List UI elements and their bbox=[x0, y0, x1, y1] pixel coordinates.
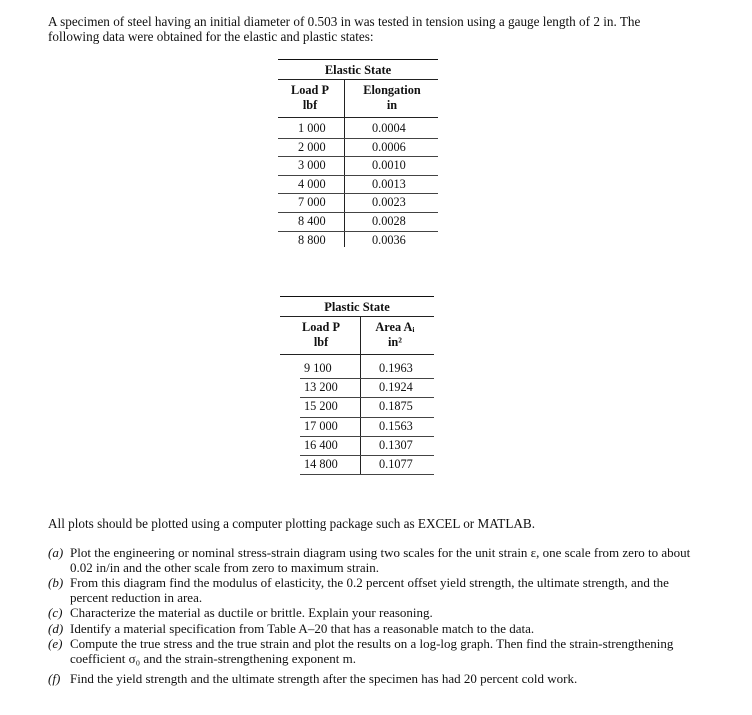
elastic-value-cell: 0.0006 bbox=[372, 139, 406, 154]
part-label: (f) bbox=[48, 671, 61, 686]
plastic-load-cell: 15 200 bbox=[304, 399, 338, 414]
elastic-load-cell: 3 000 bbox=[298, 158, 326, 173]
instructions-text: All plots should be plotted using a computer plotting package such as EXCEL or MATLAB. bbox=[48, 516, 536, 531]
plastic-load-cell: 13 200 bbox=[304, 380, 338, 395]
row-rule bbox=[278, 156, 438, 157]
elastic-load-cell: 2 000 bbox=[298, 139, 326, 154]
row-rule bbox=[278, 212, 438, 213]
row-rule bbox=[300, 378, 434, 379]
elastic-caption: Elastic State bbox=[324, 63, 392, 77]
part-label: (b) bbox=[48, 575, 64, 590]
column-divider bbox=[344, 117, 345, 247]
plastic-load-cell: 17 000 bbox=[304, 418, 338, 433]
row-rule bbox=[278, 193, 438, 194]
problem-intro: A specimen of steel having an initial diameter of 0.503 in was tested in tension using a gauge length of 2 in. The following data were obtained for the elastic and plastic states: bbox=[48, 14, 641, 44]
elastic-value-cell: 0.0036 bbox=[372, 232, 406, 247]
question-part bbox=[48, 606, 698, 621]
elastic-col2-title: Elongation bbox=[363, 83, 421, 97]
table-top-rule bbox=[278, 59, 438, 60]
part-label: (d) bbox=[48, 620, 64, 636]
plastic-value-cell: 0.1563 bbox=[379, 418, 413, 433]
elastic-col2-unit: in bbox=[386, 98, 398, 112]
part-label: (a) bbox=[48, 545, 64, 560]
part-label: (c) bbox=[48, 605, 63, 620]
plastic-value-cell: 0.1077 bbox=[379, 457, 413, 471]
elastic-load-cell: 1 000 bbox=[298, 121, 326, 135]
caption-rule bbox=[280, 316, 434, 317]
elastic-load-cell: 8 400 bbox=[298, 214, 326, 228]
part-text: Compute the true stress and the true strain and plot the results on a log-log graph. Then find the strain-strengthening coefficient σ₀ and the strain-strengthening exponent m. bbox=[70, 636, 674, 666]
row-rule bbox=[300, 455, 434, 456]
table-top-rule bbox=[280, 296, 434, 297]
elastic-col1-unit: lbf bbox=[302, 98, 318, 112]
row-rule bbox=[278, 175, 438, 176]
row-rule bbox=[278, 138, 438, 139]
plastic-value-cell: 0.1307 bbox=[379, 437, 413, 452]
plastic-col1-title: Load P bbox=[302, 320, 340, 334]
elastic-col1-title: Load P bbox=[291, 83, 329, 97]
question-parts bbox=[48, 546, 698, 688]
plastic-value-cell: 0.1963 bbox=[379, 361, 413, 375]
row-rule bbox=[300, 436, 434, 437]
header-rule bbox=[280, 354, 434, 355]
header-divider bbox=[360, 317, 361, 355]
plastic-caption: Plastic State bbox=[324, 300, 390, 314]
header-rule bbox=[278, 117, 438, 118]
question-part bbox=[48, 622, 698, 637]
row-rule bbox=[278, 231, 438, 232]
column-divider bbox=[360, 354, 361, 474]
plastic-value-cell: 0.1924 bbox=[379, 380, 413, 395]
question-part bbox=[48, 546, 698, 575]
part-text: Identify a material specification from Table A–20 that has a reasonable match to the data. bbox=[70, 620, 535, 636]
part-label: (e) bbox=[48, 636, 63, 651]
row-rule bbox=[300, 397, 434, 398]
elastic-value-cell: 0.0004 bbox=[372, 121, 406, 135]
row-rule bbox=[300, 417, 434, 418]
part-text: Plot the engineering or nominal stress-strain diagram using two scales for the unit strain ε, one scale from zero to about 0.02 in/in and the other scale from zero to maximum strain. bbox=[70, 545, 691, 575]
elastic-value-cell: 0.0013 bbox=[372, 176, 406, 191]
plastic-load-cell: 16 400 bbox=[304, 437, 338, 452]
plastic-load-cell: 9 100 bbox=[304, 361, 332, 375]
plastic-load-cell: 14 800 bbox=[304, 457, 338, 471]
question-part bbox=[48, 576, 698, 605]
caption-rule bbox=[278, 79, 438, 80]
part-text: From this diagram find the modulus of elasticity, the 0.2 percent offset yield strength, the ultimate strength, and the percent reduction in area. bbox=[70, 575, 669, 605]
header-divider bbox=[344, 80, 345, 118]
part-text: Find the yield strength and the ultimate strength after the specimen has had 20 percent cold work. bbox=[70, 671, 578, 686]
row-rule bbox=[300, 474, 434, 475]
plastic-col2-title: Area Aᵢ bbox=[375, 320, 415, 334]
elastic-value-cell: 0.0010 bbox=[372, 158, 406, 173]
elastic-load-cell: 7 000 bbox=[298, 195, 326, 210]
elastic-value-cell: 0.0023 bbox=[372, 195, 406, 210]
part-text: Characterize the material as ductile or brittle. Explain your reasoning. bbox=[70, 605, 433, 620]
plastic-col1-unit: lbf bbox=[313, 335, 329, 349]
elastic-load-cell: 8 800 bbox=[298, 232, 326, 247]
plastic-col2-unit: in² bbox=[388, 335, 402, 349]
question-part bbox=[48, 672, 698, 687]
elastic-load-cell: 4 000 bbox=[298, 176, 326, 191]
plastic-value-cell: 0.1875 bbox=[379, 399, 413, 414]
question-part bbox=[48, 637, 698, 666]
elastic-value-cell: 0.0028 bbox=[372, 214, 406, 228]
